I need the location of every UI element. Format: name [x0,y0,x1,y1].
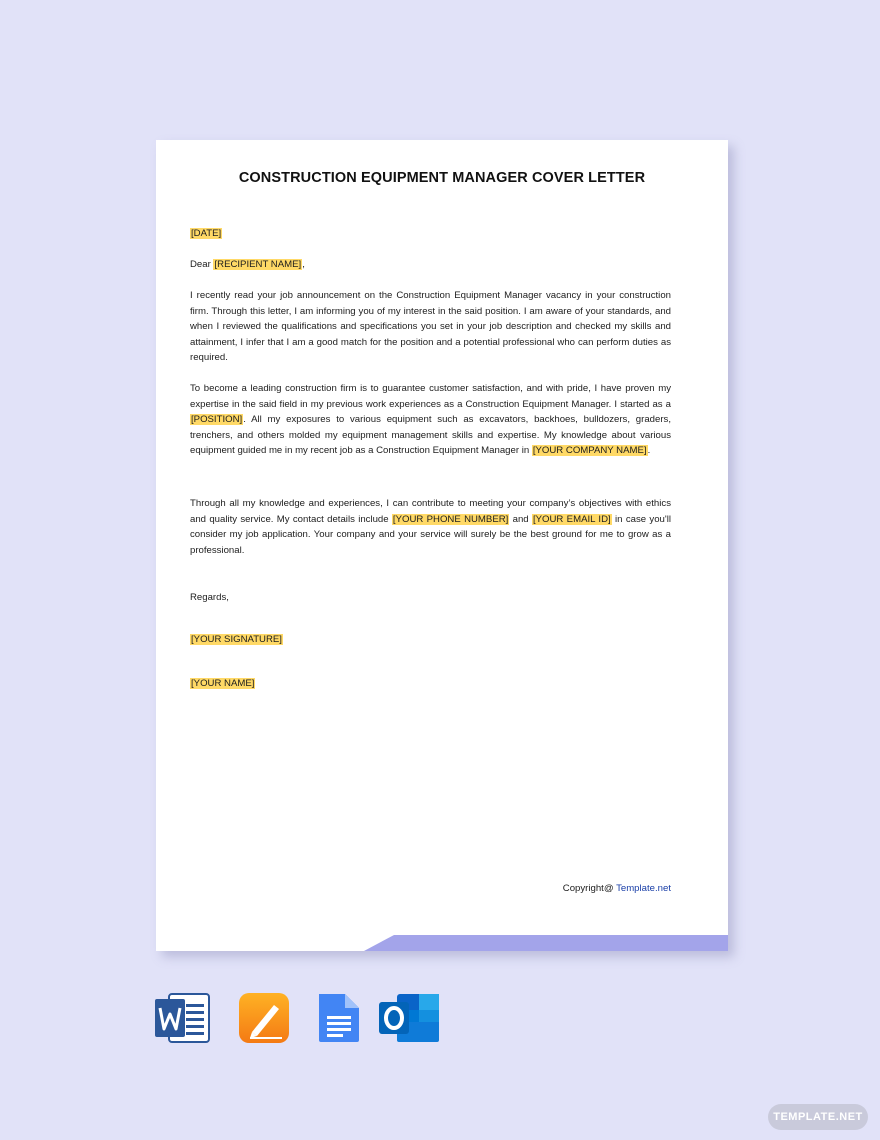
watermark-badge: TEMPLATE.NET [768,1104,868,1130]
name-line [190,676,671,692]
paragraph-1: I recently read your job announcement on the Construction Equipment Manager vacancy in your construction firm. Through this letter, I am informing you of my interest in the said position. I am aware of your standards, and when I reviewed the qualifications and specifications you set in your job description and checked my skills and attainment, I infer that I am a good match for the position and a potential professional who can perform duties as required. [190,290,671,363]
email-placeholder: [YOUR EMAIL ID] [532,513,611,525]
pages-icon[interactable] [238,992,294,1044]
outlook-icon[interactable] [379,992,441,1044]
signature-placeholder: [YOUR SIGNATURE] [191,634,282,645]
paragraph-2 [190,381,671,459]
greeting-line [190,257,671,273]
position-placeholder: [POSITION] [191,414,243,425]
recipient-placeholder: [RECIPIENT NAME] [214,259,302,270]
google-docs-icon[interactable] [315,992,371,1044]
date-placeholder: [DATE] [191,228,222,239]
paragraph-3 [190,496,671,558]
copyright-label: Copyright@ [562,883,617,894]
copyright [563,883,671,894]
paragraph-2-text: . [647,445,651,456]
date-line [190,226,671,242]
word-icon[interactable] [155,992,211,1044]
paragraph-3-text: Through all my knowledge and experiences, I can contribute to meeting your company’s objectives with ethics and quality service. My contact details include [190,498,671,525]
paragraph-3-text: and [509,513,532,525]
greeting-suffix: , [302,259,305,270]
company-name-placeholder: [YOUR COMPANY NAME] [532,445,647,456]
paragraph-3-text: in case you'll consider my job application. Your company and your service will surely be the best ground for me to grow as a professional. [190,513,671,556]
page-accent-band [156,935,728,951]
paragraph-2-text: . All my exposures to various equipment such as excavators, backhoes, bulldozers, graders, trenchers, and others molded my equipment management skills and expertise. My knowledge about various equipment guided me in my recent job as a Construction Equipment Manager in [190,414,671,456]
document-title: CONSTRUCTION EQUIPMENT MANAGER COVER LETTER [238,170,646,186]
closing: Regards, [190,592,229,603]
letter-page [156,140,728,951]
copyright-link[interactable]: Template.net [616,883,671,894]
paragraph-2-text: To become a leading construction firm is to guarantee customer satisfaction, and with pride, I have proven my expertise in the said field in my previous work experiences as a Construction Equipment Manager. I started as a [190,383,671,410]
greeting-prefix: Dear [190,259,214,270]
signature-line [190,632,671,648]
name-placeholder: [YOUR NAME] [191,678,255,689]
phone-placeholder: [YOUR PHONE NUMBER] [392,513,509,525]
